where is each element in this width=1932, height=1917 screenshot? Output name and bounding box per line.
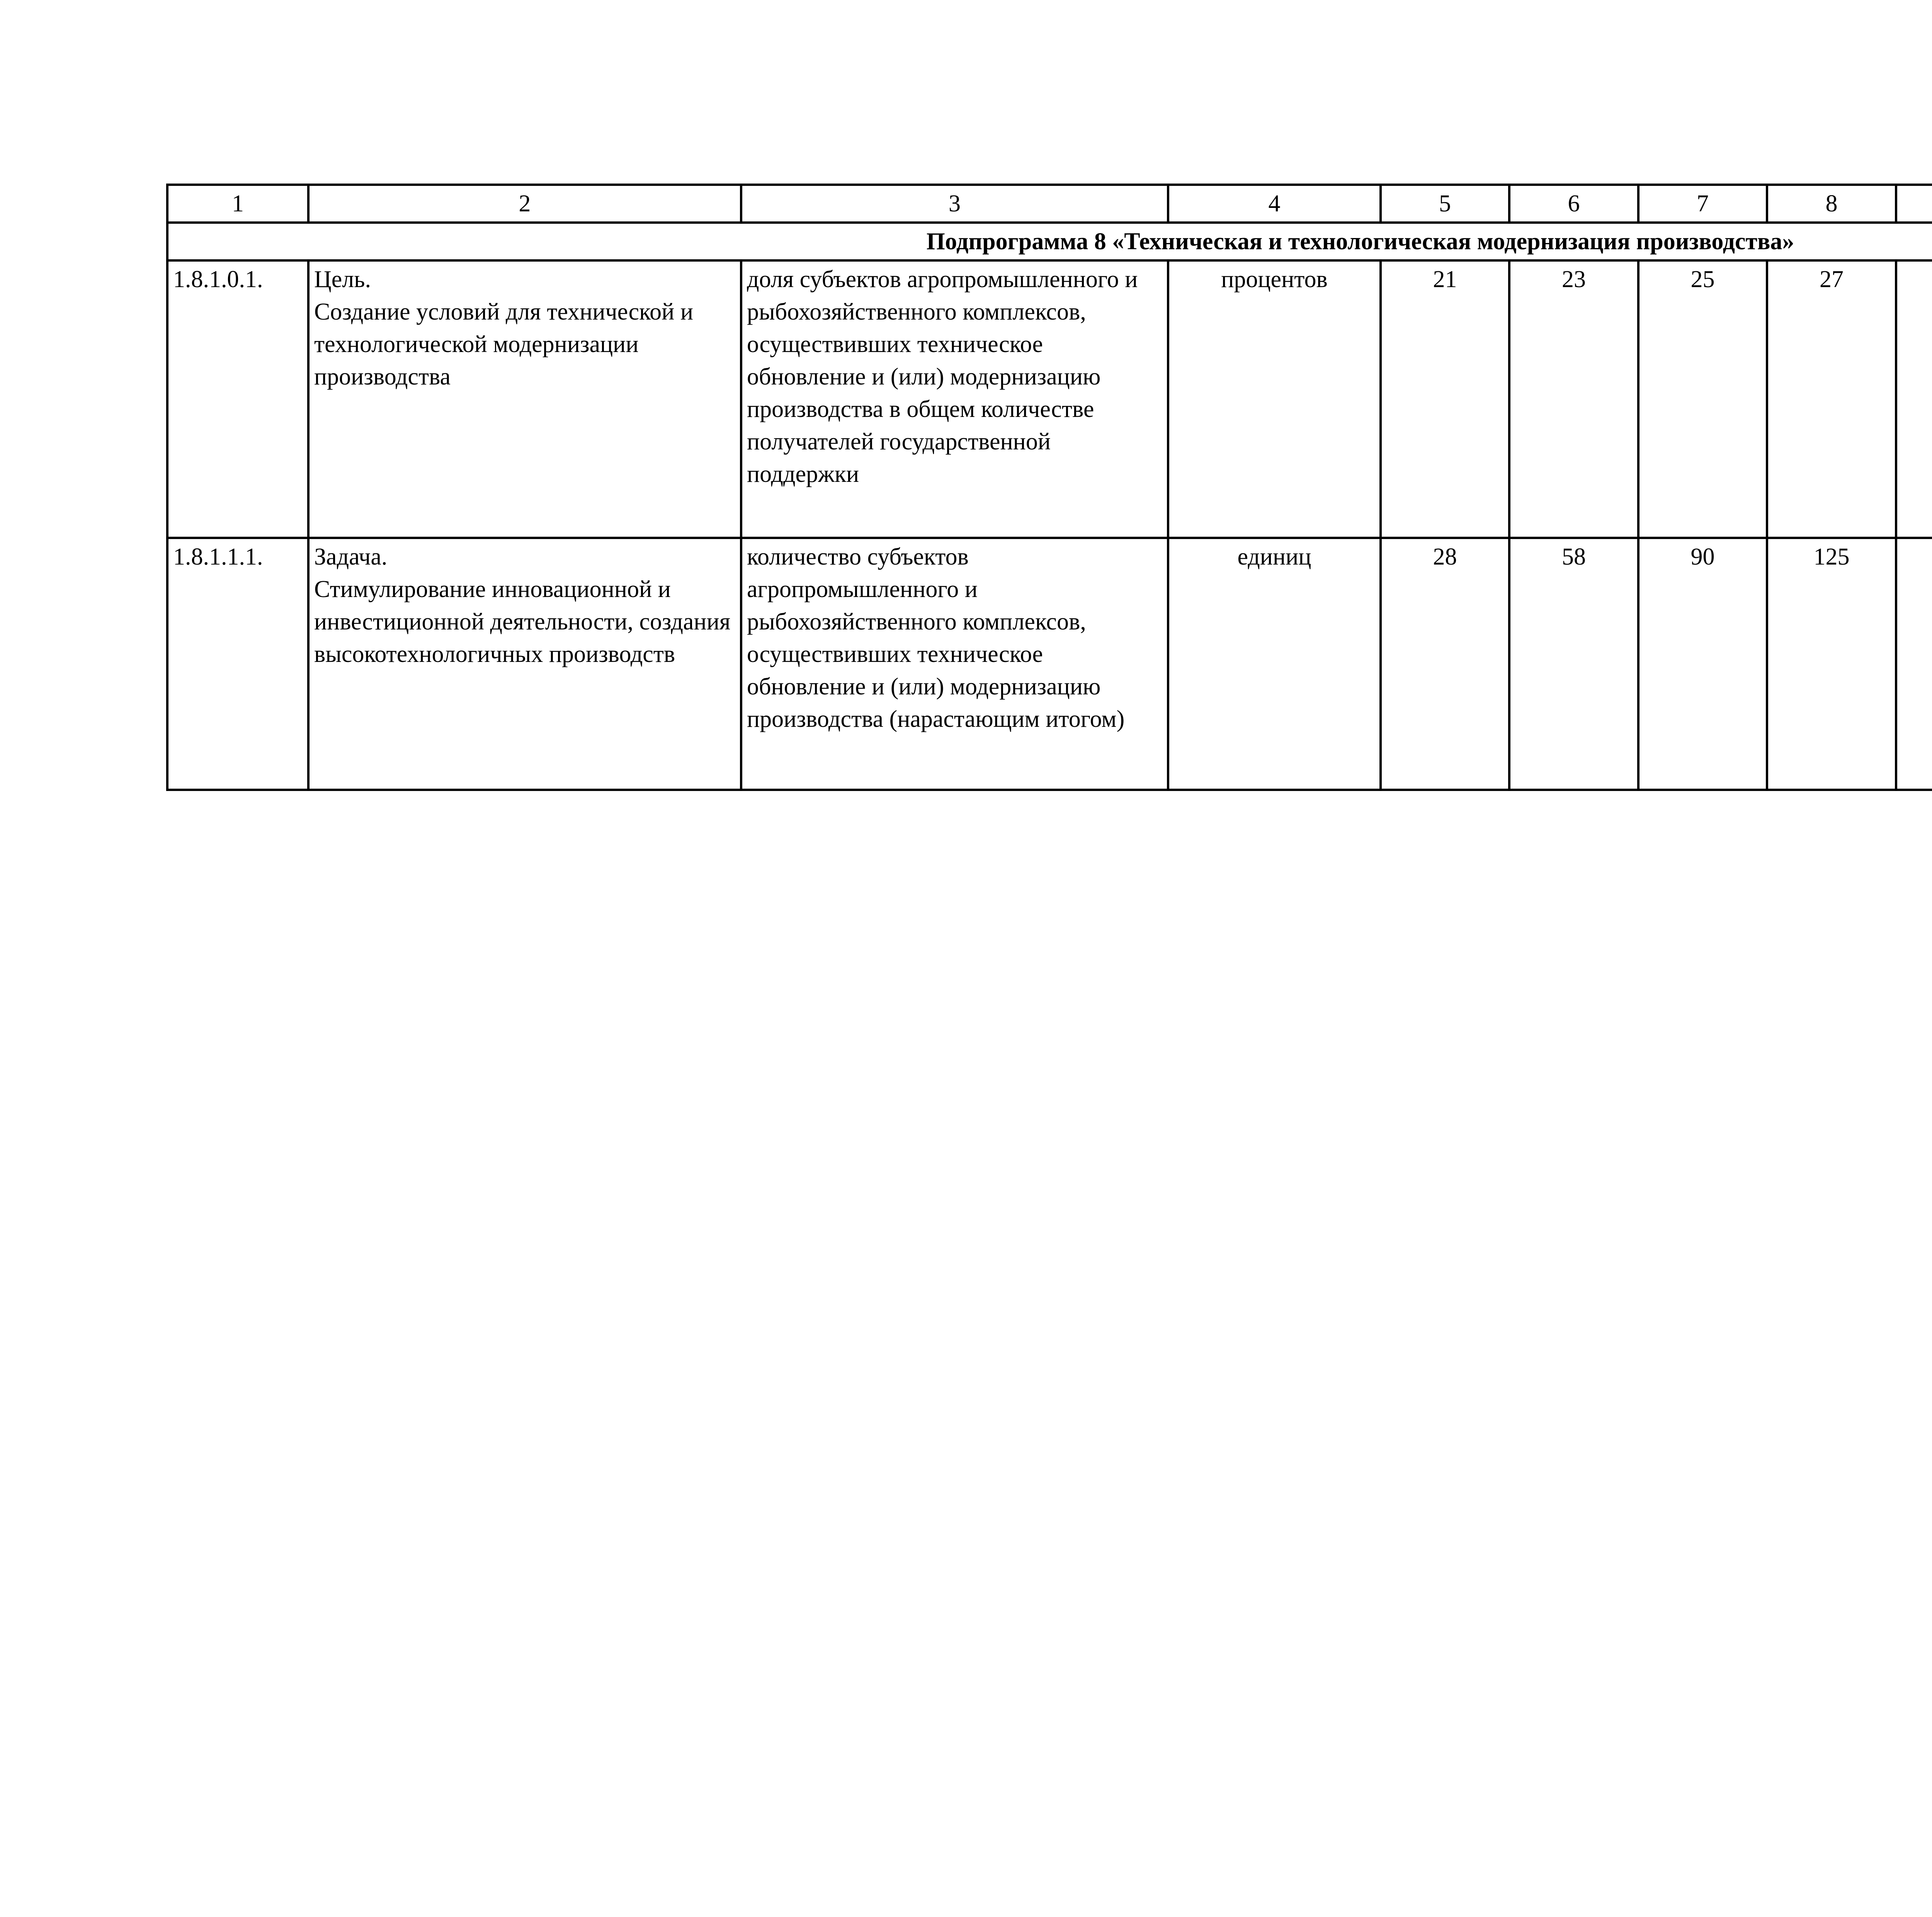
indicators-table — [166, 184, 1932, 791]
task-cell — [308, 538, 741, 790]
value-cell: 27 — [1767, 260, 1896, 538]
table-row — [167, 538, 1932, 790]
indicator-name: количество субъектов агропромышленного и рыбохозяйственного комплексов, осуществивших техническое обновление и (или) модернизацию производства (нарастающим итогом) — [741, 538, 1168, 790]
row-kind-label: Цель. — [314, 266, 371, 293]
table-row — [167, 260, 1932, 538]
indicator-name: доля субъектов агропромышленного и рыбохозяйственного комплексов, осуществивших техническое обновление и (или) модернизацию производства в общем количестве получателей государственной поддержки — [741, 260, 1168, 538]
column-number-cell: 4 — [1168, 185, 1381, 223]
column-number-cell: 2 — [308, 185, 741, 223]
column-number-cell — [1896, 185, 1932, 223]
unit-of-measure: процентов — [1168, 260, 1381, 538]
value-cell: 58 — [1509, 538, 1638, 790]
column-number-cell: 8 — [1767, 185, 1896, 223]
unit-of-measure: единиц — [1168, 538, 1381, 790]
value-cell — [1896, 538, 1932, 790]
value-cell: 23 — [1509, 260, 1638, 538]
column-number-cell: 5 — [1381, 185, 1509, 223]
value-cell: 25 — [1638, 260, 1767, 538]
column-number-cell: 1 — [167, 185, 308, 223]
column-number-row — [167, 185, 1932, 223]
row-kind-label: Задача. — [314, 544, 388, 570]
goal-cell — [308, 260, 741, 538]
row-name: Создание условий для технической и технологической модернизации производства — [314, 299, 694, 390]
row-name: Стимулирование инновационной и инвестиционной деятельности, создания высокотехнологичных производств — [314, 576, 731, 667]
subprogram-row — [167, 223, 1932, 260]
column-number-cell: 6 — [1509, 185, 1638, 223]
value-cell: 21 — [1381, 260, 1509, 538]
value-cell: 90 — [1638, 538, 1767, 790]
column-number-cell: 7 — [1638, 185, 1767, 223]
value-cell: 125 — [1767, 538, 1896, 790]
column-number-cell: 3 — [741, 185, 1168, 223]
row-code: 1.8.1.1.1. — [167, 538, 308, 790]
row-code: 1.8.1.0.1. — [167, 260, 308, 538]
value-cell — [1896, 260, 1932, 538]
value-cell: 28 — [1381, 538, 1509, 790]
subprogram-title: Подпрограмма 8 «Техническая и технологическая модернизация производства» — [167, 223, 1932, 260]
